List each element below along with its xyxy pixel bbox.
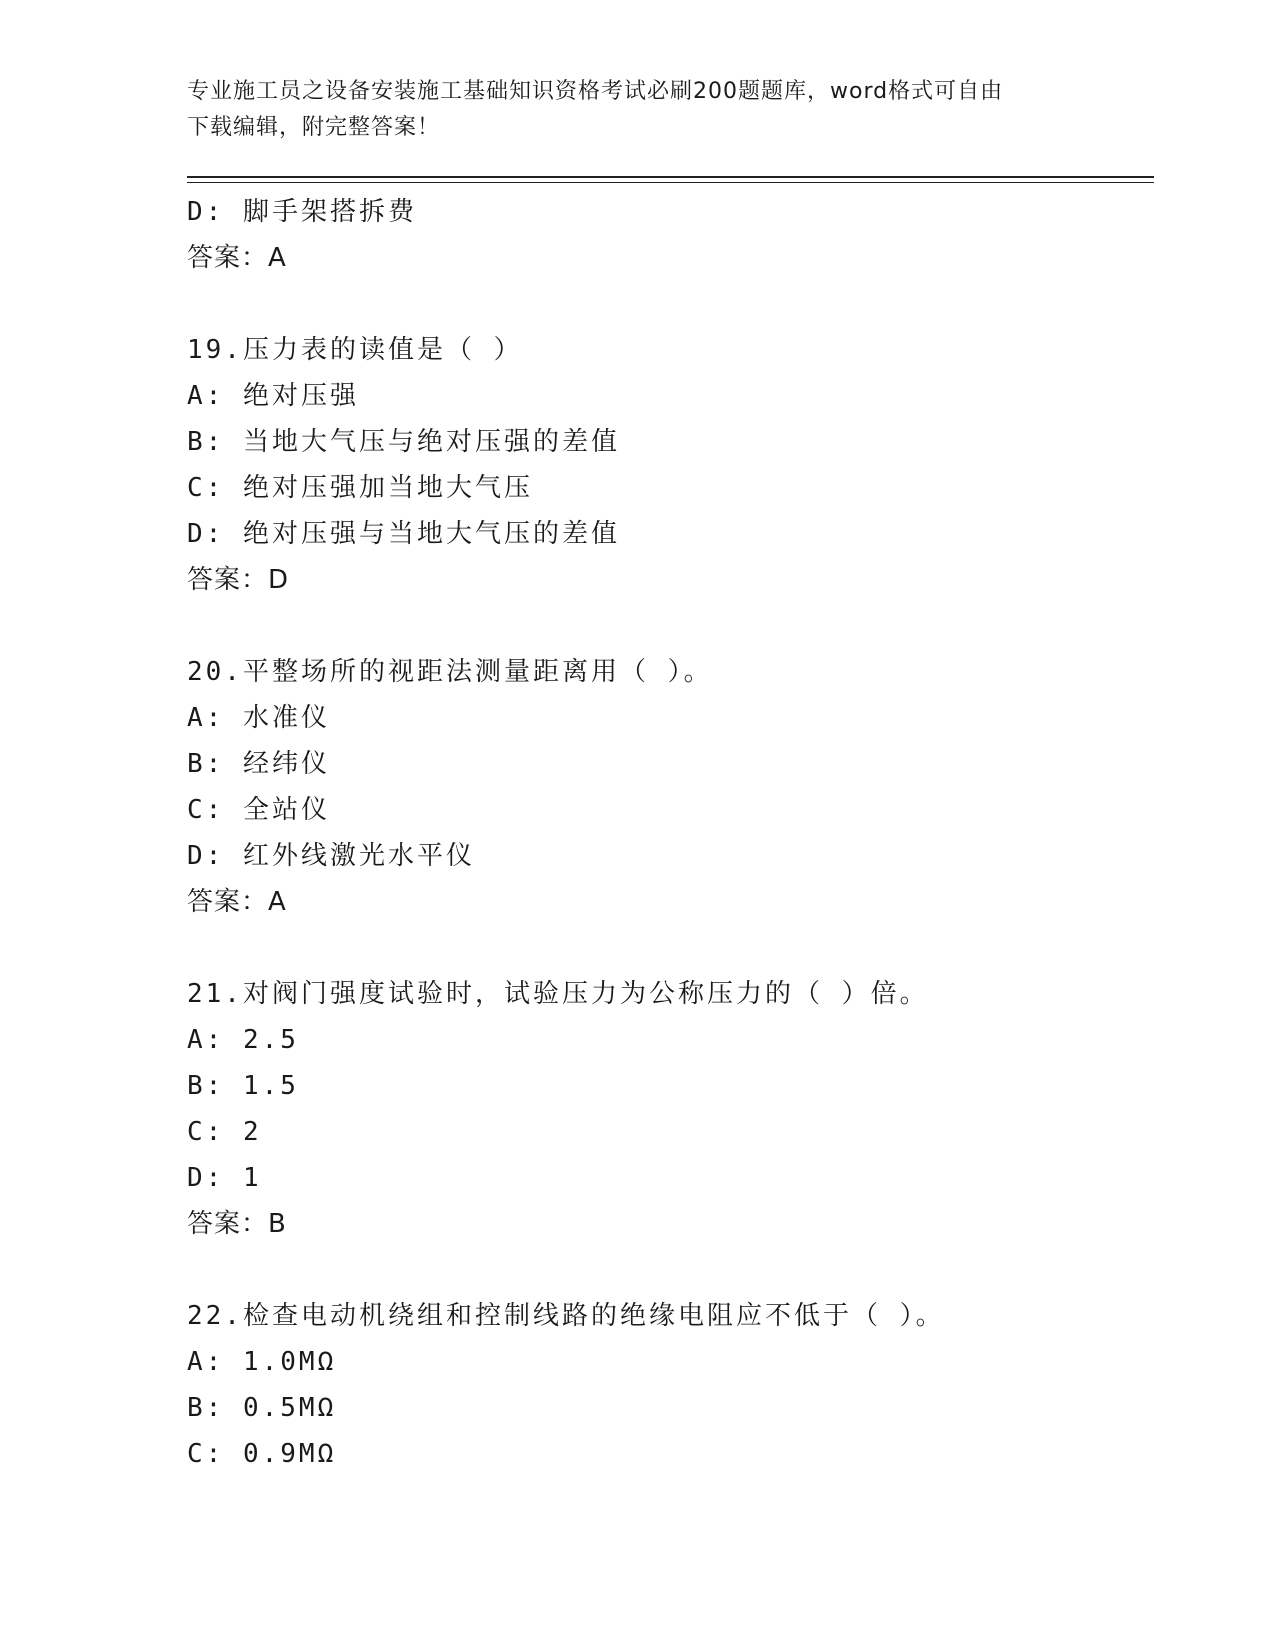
question-20 xyxy=(187,649,1147,925)
question-22 xyxy=(187,1293,1147,1477)
question-19 xyxy=(187,327,1147,603)
question-text: 20.平整场所的视距法测量距离用（ ）。 xyxy=(187,657,713,687)
question-text: 19.压力表的读值是（ ） xyxy=(187,335,523,365)
option-b: B: 0.5MΩ xyxy=(187,1393,337,1423)
option-d: D: 绝对压强与当地大气压的差值 xyxy=(187,519,620,549)
header-line-2: 下载编辑，附完整答案！ xyxy=(187,115,441,140)
option-d: D: 1 xyxy=(187,1163,262,1193)
option-c: C: 绝对压强加当地大气压 xyxy=(187,473,533,503)
option-d: D: 脚手架搭拆费 xyxy=(187,197,417,227)
question-text: 22.检查电动机绕组和控制线路的绝缘电阻应不低于（ ）。 xyxy=(187,1301,945,1331)
question-list xyxy=(187,189,1147,1477)
document-header xyxy=(187,74,1107,146)
option-b: B: 经纬仪 xyxy=(187,749,330,779)
option-b: B: 1.5 xyxy=(187,1071,299,1101)
option-c: C: 0.9MΩ xyxy=(187,1439,337,1469)
question-fragment xyxy=(187,189,1147,281)
header-line-1: 专业施工员之设备安装施工基础知识资格考试必刷200题题库，word格式可自由 xyxy=(187,79,1004,104)
answer-line: 答案：D xyxy=(187,565,290,595)
option-a: A: 水准仪 xyxy=(187,703,330,733)
answer-line: 答案：B xyxy=(187,1209,287,1239)
option-c: C: 全站仪 xyxy=(187,795,330,825)
question-text: 21.对阀门强度试验时，试验压力为公称压力的（ ）倍。 xyxy=(187,979,929,1009)
header-rule-thin xyxy=(187,182,1154,183)
option-c: C: 2 xyxy=(187,1117,262,1147)
question-21 xyxy=(187,971,1147,1247)
header-rule-thick xyxy=(187,176,1154,178)
option-a: A: 绝对压强 xyxy=(187,381,359,411)
option-a: A: 1.0MΩ xyxy=(187,1347,337,1377)
option-a: A: 2.5 xyxy=(187,1025,299,1055)
option-b: B: 当地大气压与绝对压强的差值 xyxy=(187,427,620,457)
option-d: D: 红外线激光水平仪 xyxy=(187,841,475,871)
answer-line: 答案：A xyxy=(187,243,287,273)
answer-line: 答案：A xyxy=(187,887,287,917)
